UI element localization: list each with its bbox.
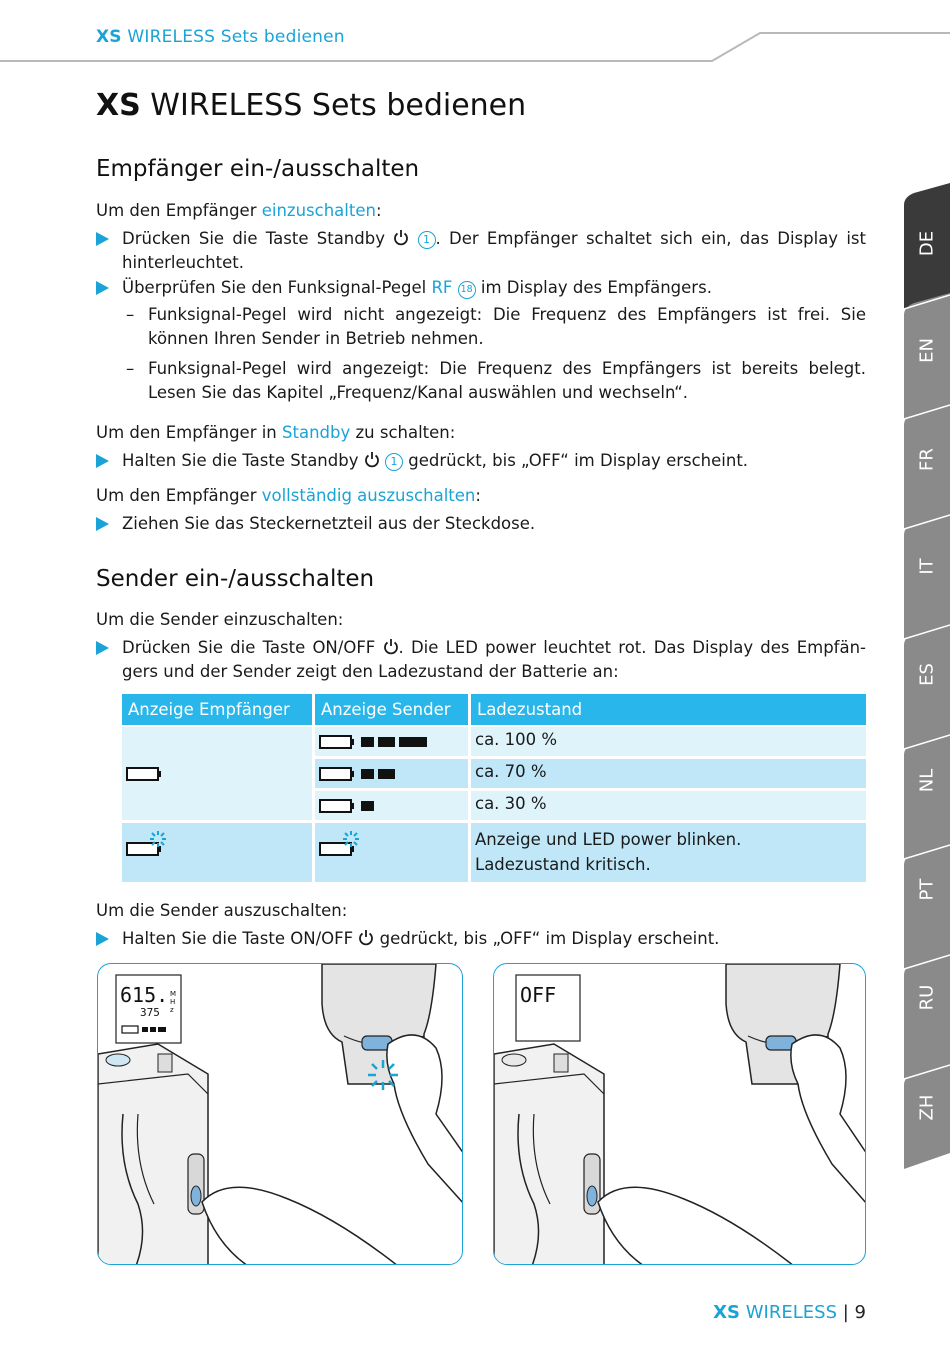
transmitter-off-intro: Um die Sender auszuschalten: [96,901,348,920]
tab-es[interactable]: ES [916,663,938,686]
page-number: 9 [854,1302,866,1323]
receiver-standby-intro: Um den Empfänger in Standby zu schalten: [96,423,456,442]
transmitter-on-intro: Um die Sender einzuschalten: [96,610,344,629]
header-brand: XS [96,27,122,47]
table-cell-transmitter-critical [315,823,468,882]
lcd-off-text: OFF [520,983,557,1007]
link-rf[interactable]: RF [431,278,453,297]
table-row [315,791,468,820]
page-footer: XS WIRELESS | 9 [713,1302,866,1323]
link-vollstaendig-auszuschalten[interactable]: vollständig auszuschalten [261,486,476,505]
bullet-arrow-icon [96,932,109,946]
table-cell-critical-text: Anzeige und LED power blinken. Ladezustand kritisch. [471,823,866,882]
battery-empty-icon [126,765,166,783]
section-heading-receiver: Empfänger ein-/ausschalten [96,156,420,182]
power-icon [393,229,409,246]
tab-nl[interactable]: NL [916,768,938,793]
tab-pt[interactable]: PT [916,878,938,901]
device-illustration [494,964,866,1265]
battery-blinking-icon [319,829,363,859]
battery-blinking-icon [126,829,170,859]
battery-3-bars-icon [319,733,439,751]
tab-ru[interactable]: RU [916,984,938,1011]
table-cell-charge: ca. 30 % [471,791,866,820]
running-header [96,27,345,47]
dash-item-occupied: – Funksignal-Pegel wird angezeigt: Die Frequenz des Empfängers ist bereits belegt. Lesen Sie das Kapitel „Frequenz/Kanal auswählen und wechseln“. [126,359,866,402]
bullet-hold-standby: Halten Sie die Taste Standby 1 gedrückt, bis „OFF“ im Display erscheint. [96,449,866,473]
svg-text:H: H [170,998,176,1006]
receiver-on-intro: Um den Empfänger einzuschalten: [96,201,382,220]
callout-number: 1 [418,231,436,249]
bullet-press-standby: Drücken Sie die Taste Standby 1 . Der Empfänger schaltet sich ein, das Display ist hinterleuchtet. [96,227,866,275]
table-header-charge: Ladezustand [471,694,866,725]
table-row [315,727,468,756]
power-icon [358,929,374,946]
illustration-power-off [493,963,866,1265]
table-cell-charge: ca. 70 % [471,759,866,788]
tab-en[interactable]: EN [916,338,938,363]
table-cell-receiver-critical [122,823,312,882]
bullet-arrow-icon [96,454,109,468]
battery-2-bars-icon [319,765,439,783]
svg-text:z: z [170,1006,174,1014]
dash-item-free: – Funksignal-Pegel wird nicht angezeigt: Die Frequenz des Empfängers ist frei. Sie können Ihren Sender in Betrieb nehmen. [126,305,866,348]
table-cell-charge: ca. 100 % [471,727,866,756]
bullet-arrow-icon [96,232,109,246]
bullet-arrow-icon [96,641,109,655]
tab-it[interactable]: IT [916,558,938,575]
tab-zh[interactable]: ZH [916,1094,938,1121]
section-heading-transmitter: Sender ein-/ausschalten [96,566,375,592]
table-row [315,759,468,788]
link-standby[interactable]: Standby [282,423,351,442]
svg-text:M: M [170,990,177,998]
table-cell-receiver-battery [122,727,312,820]
bullet-arrow-icon [96,517,109,531]
tab-fr[interactable]: FR [916,448,938,471]
bullet-arrow-icon [96,281,109,295]
tab-de[interactable]: DE [916,230,938,257]
lcd-channel: 375 [140,1006,160,1019]
bullet-unplug: Ziehen Sie das Steckernetzteil aus der Steckdose. [96,512,866,536]
link-einzuschalten[interactable]: einzuschalten [261,201,376,220]
callout-number: 1 [385,453,403,471]
battery-1-bar-icon [319,797,439,815]
device-illustration [98,964,463,1265]
header-title: WIRELESS Sets bedienen [127,27,345,47]
power-icon [383,638,399,655]
receiver-off-intro: Um den Empfänger vollständig auszuschalten: [96,486,481,505]
power-icon [364,451,380,468]
bullet-press-onoff: Drücken Sie die Taste ON/OFF . Die LED power leuchtet rot. Das Display des Empfän-gers und der Sender zeigt den Ladezustand der Batterie an: [96,636,866,684]
illustration-power-on [97,963,463,1265]
callout-number: 18 [458,281,476,299]
lcd-frequency: 615. [120,983,169,1007]
table-header-transmitter: Anzeige Sender [315,694,468,725]
bullet-check-rf: Überprüfen Sie den Funksignal-Pegel RF 18 im Display des Empfängers. [96,276,866,300]
page-title: XS WIRELESS Sets bedienen [96,88,527,123]
bullet-hold-onoff: Halten Sie die Taste ON/OFF gedrückt, bis „OFF“ im Display erscheint. [96,927,866,951]
table-header-receiver: Anzeige Empfänger [122,694,312,725]
